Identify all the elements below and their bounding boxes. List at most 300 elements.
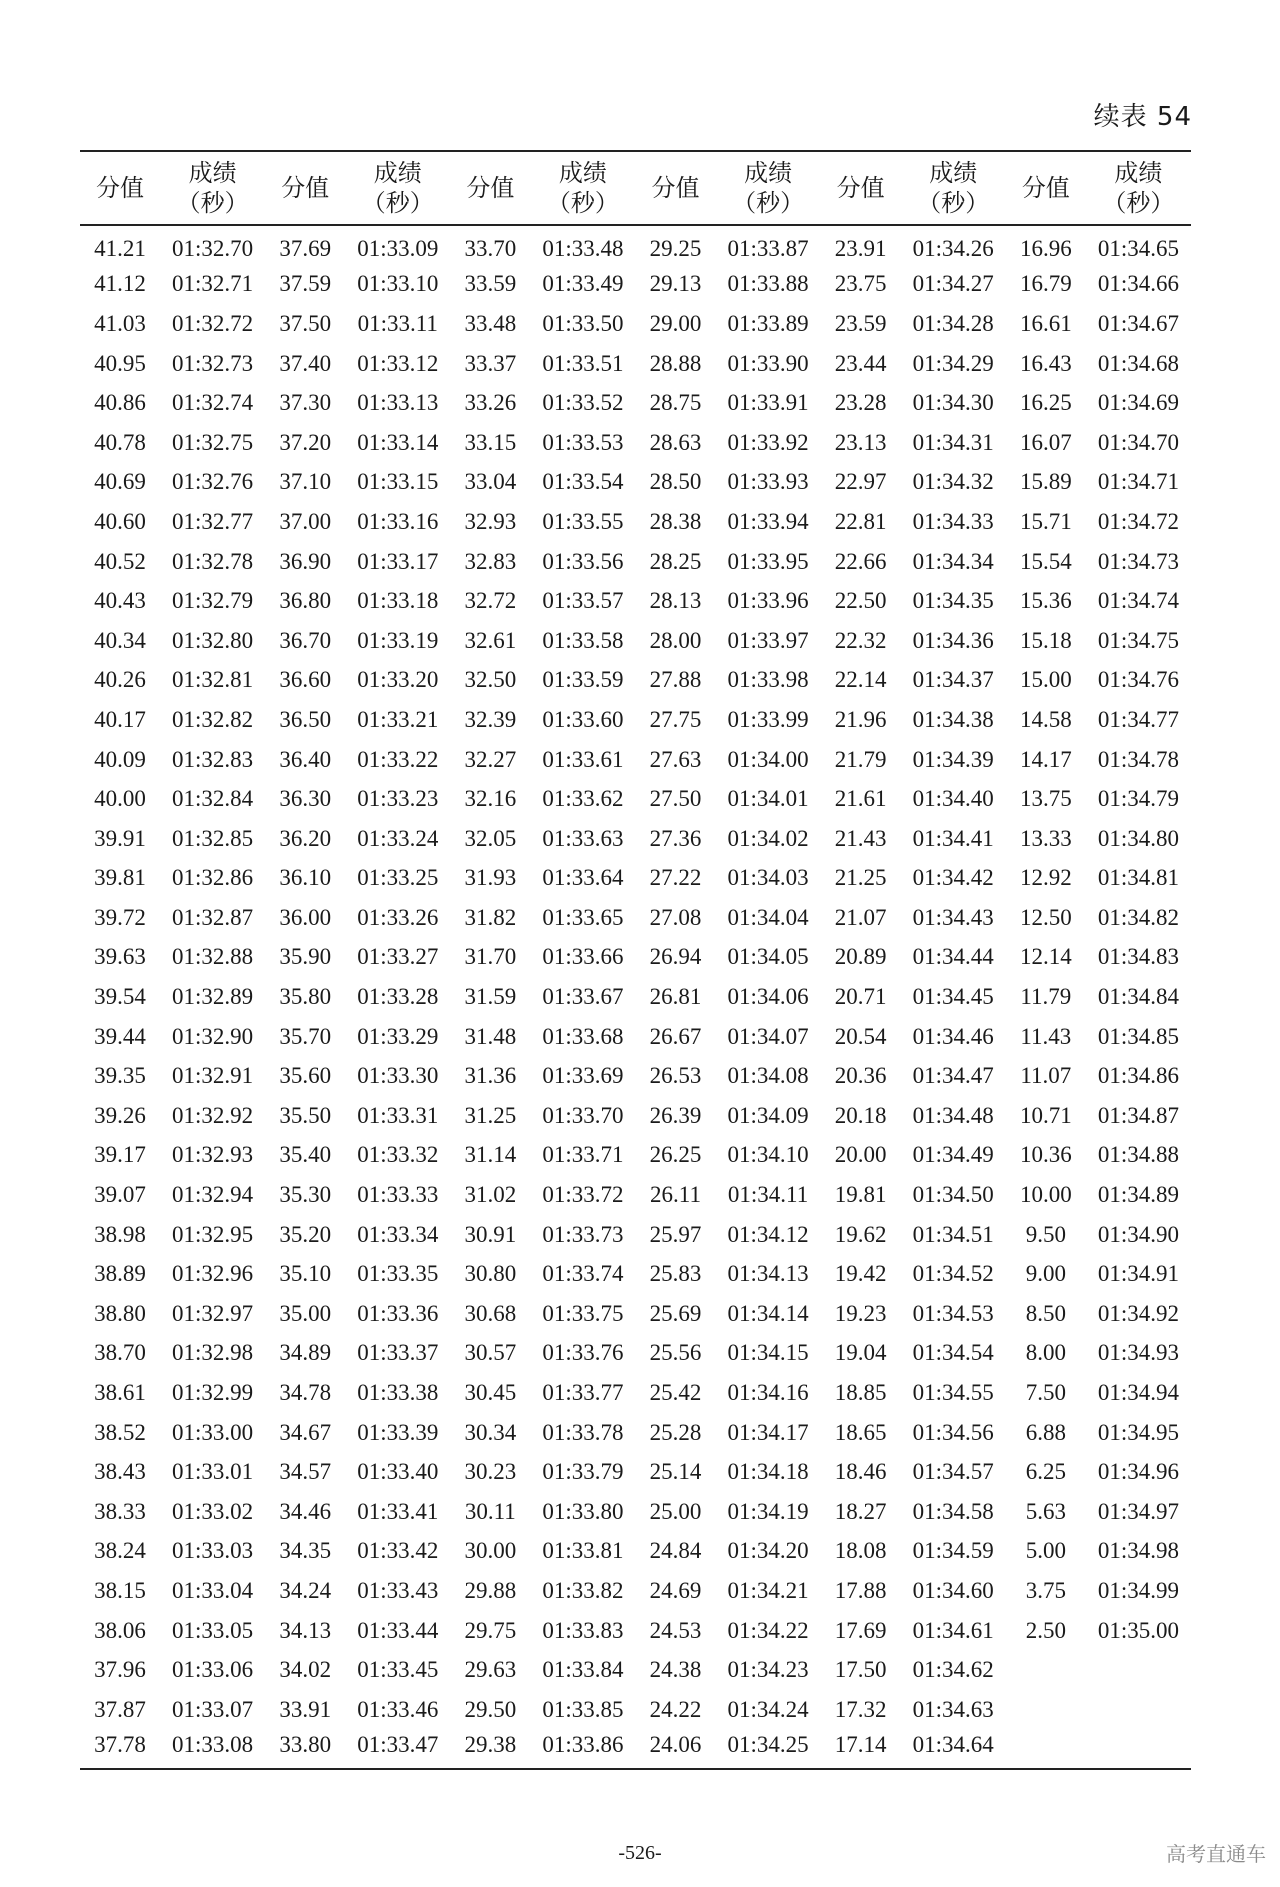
score-cell: 40.09 — [94, 746, 146, 772]
time-cell: 01:33.61 — [542, 746, 624, 772]
time-cell: 01:33.33 — [357, 1182, 439, 1208]
score-cell: 34.02 — [279, 1657, 332, 1683]
score-cell: 24.22 — [649, 1696, 702, 1722]
time-cell: 01:34.60 — [912, 1577, 994, 1603]
score-cell: 38.15 — [94, 1577, 146, 1603]
time-cell: 01:33.60 — [542, 706, 624, 732]
score-cell: 34.24 — [279, 1577, 332, 1603]
score-cell: 40.95 — [94, 350, 146, 376]
score-table — [80, 150, 1191, 1770]
time-cell: 01:34.89 — [1097, 1182, 1179, 1208]
score-cell: 30.91 — [464, 1221, 517, 1247]
header-time — [530, 151, 635, 225]
time-cell: 01:33.25 — [357, 865, 439, 891]
header-time — [1086, 151, 1191, 225]
score-cell: 34.46 — [279, 1498, 332, 1524]
time-cell: 01:32.92 — [172, 1102, 254, 1128]
score-cell: 34.57 — [279, 1459, 332, 1485]
score-cell: 22.14 — [834, 667, 887, 693]
table-row — [80, 304, 1191, 344]
score-cell: 32.27 — [464, 746, 517, 772]
table-row — [80, 542, 1191, 582]
time-cell: 01:33.68 — [542, 1023, 624, 1049]
time-cell: 01:34.57 — [912, 1459, 994, 1485]
table-row — [80, 938, 1191, 978]
time-cell: 01:34.75 — [1097, 627, 1179, 653]
time-cell: 01:34.45 — [912, 984, 994, 1010]
time-cell: 01:33.76 — [542, 1340, 624, 1366]
time-cell: 01:33.82 — [542, 1577, 624, 1603]
time-cell: 01:34.52 — [912, 1261, 994, 1287]
score-cell: 9.00 — [1025, 1261, 1066, 1287]
time-cell: 01:33.89 — [727, 310, 809, 336]
time-cell: 01:33.51 — [542, 350, 624, 376]
score-cell: 25.00 — [649, 1498, 702, 1524]
table-row — [80, 661, 1191, 701]
time-cell: 01:33.13 — [357, 390, 439, 416]
table-row — [80, 1334, 1191, 1374]
time-cell: 01:34.71 — [1097, 469, 1179, 495]
score-cell: 30.34 — [464, 1419, 517, 1445]
time-cell: 01:34.82 — [1097, 904, 1179, 930]
time-cell: 01:34.94 — [1097, 1380, 1179, 1406]
score-cell: 28.38 — [649, 508, 702, 534]
time-cell: 01:32.98 — [172, 1340, 254, 1366]
time-cell: 01:34.98 — [1097, 1538, 1179, 1564]
score-cell: 16.79 — [1019, 271, 1072, 297]
time-cell: 01:32.82 — [172, 706, 254, 732]
time-cell: 01:33.80 — [542, 1498, 624, 1524]
time-cell: 01:34.53 — [912, 1300, 994, 1326]
time-cell: 01:33.36 — [357, 1300, 439, 1326]
score-cell: 28.75 — [649, 390, 702, 416]
table-row — [80, 1215, 1191, 1255]
time-cell: 01:33.27 — [357, 944, 439, 970]
table-row — [80, 1096, 1191, 1136]
time-cell: 01:34.12 — [727, 1221, 809, 1247]
time-cell: 01:32.75 — [172, 429, 254, 455]
score-cell: 35.30 — [279, 1182, 332, 1208]
score-cell: 24.06 — [649, 1731, 702, 1757]
table-row — [80, 423, 1191, 463]
score-cell: 26.94 — [649, 944, 702, 970]
score-cell: 23.91 — [834, 236, 887, 262]
time-cell: 01:33.45 — [357, 1657, 439, 1683]
time-cell: 01:33.55 — [542, 508, 624, 534]
score-cell: 15.18 — [1019, 627, 1072, 653]
score-cell: 35.90 — [279, 944, 332, 970]
time-cell: 01:32.95 — [172, 1221, 254, 1247]
table-row — [80, 463, 1191, 503]
time-cell: 01:34.47 — [912, 1063, 994, 1089]
score-cell: 29.75 — [464, 1617, 517, 1643]
score-cell: 39.72 — [94, 904, 146, 930]
time-cell: 01:33.38 — [357, 1380, 439, 1406]
score-cell: 12.92 — [1019, 865, 1072, 891]
time-cell: 01:34.67 — [1097, 310, 1179, 336]
score-cell: 18.85 — [834, 1380, 887, 1406]
score-cell: 29.63 — [464, 1657, 517, 1683]
score-cell: 37.69 — [279, 236, 332, 262]
score-cell: 13.33 — [1019, 825, 1072, 851]
time-cell: 01:34.83 — [1097, 944, 1179, 970]
time-cell: 01:32.78 — [172, 548, 254, 574]
time-cell: 01:34.27 — [912, 271, 994, 297]
time-cell: 01:33.90 — [727, 350, 809, 376]
score-cell: 13.75 — [1019, 786, 1072, 812]
score-cell: 3.75 — [1025, 1577, 1066, 1603]
time-cell: 01:33.41 — [357, 1498, 439, 1524]
time-cell: 01:34.32 — [912, 469, 994, 495]
score-cell: 16.43 — [1019, 350, 1072, 376]
time-cell: 01:33.40 — [357, 1459, 439, 1485]
score-cell: 8.00 — [1025, 1340, 1066, 1366]
score-cell: 34.78 — [279, 1380, 332, 1406]
score-cell: 29.88 — [464, 1577, 517, 1603]
score-cell: 7.50 — [1025, 1380, 1066, 1406]
score-cell: 18.27 — [834, 1498, 887, 1524]
time-cell: 01:34.88 — [1097, 1142, 1179, 1168]
time-cell: 01:33.16 — [357, 508, 439, 534]
score-cell: 33.04 — [464, 469, 517, 495]
time-cell: 01:32.73 — [172, 350, 254, 376]
score-cell — [1006, 1730, 1086, 1770]
time-cell: 01:32.74 — [172, 390, 254, 416]
time-cell: 01:33.81 — [542, 1538, 624, 1564]
table-row — [80, 819, 1191, 859]
page-title: 续表 54 — [1093, 102, 1192, 132]
header-time-label: 成绩 — [744, 159, 793, 187]
time-cell: 01:34.26 — [912, 236, 994, 262]
time-cell: 01:34.00 — [727, 746, 809, 772]
score-cell: 21.07 — [834, 904, 887, 930]
score-cell: 36.60 — [279, 667, 332, 693]
time-cell: 01:32.77 — [172, 508, 254, 534]
time-cell — [1086, 1730, 1191, 1770]
score-cell: 31.36 — [464, 1063, 517, 1089]
score-cell: 35.20 — [279, 1221, 332, 1247]
time-cell: 01:34.91 — [1097, 1261, 1179, 1287]
time-cell — [1086, 1690, 1191, 1730]
time-cell — [1086, 1650, 1191, 1690]
score-cell: 37.96 — [94, 1657, 146, 1683]
score-cell: 25.69 — [649, 1300, 702, 1326]
score-cell: 28.50 — [649, 469, 702, 495]
score-cell: 21.61 — [834, 786, 887, 812]
time-cell: 01:33.02 — [172, 1498, 254, 1524]
time-cell: 01:34.43 — [912, 904, 994, 930]
score-cell: 5.00 — [1025, 1538, 1066, 1564]
score-cell: 33.26 — [464, 390, 517, 416]
table-row — [80, 265, 1191, 305]
score-cell: 27.50 — [649, 786, 702, 812]
score-cell: 26.53 — [649, 1063, 702, 1089]
time-cell: 01:33.50 — [542, 310, 624, 336]
time-cell: 01:34.30 — [912, 390, 994, 416]
time-cell: 01:34.01 — [727, 786, 809, 812]
score-cell: 36.00 — [279, 904, 332, 930]
score-cell: 32.72 — [464, 588, 517, 614]
time-cell: 01:34.73 — [1097, 548, 1179, 574]
time-cell: 01:33.74 — [542, 1261, 624, 1287]
score-cell: 39.91 — [94, 825, 146, 851]
score-cell: 37.59 — [279, 271, 332, 297]
score-cell: 40.78 — [94, 429, 146, 455]
time-cell: 01:34.36 — [912, 627, 994, 653]
time-cell: 01:34.18 — [727, 1459, 809, 1485]
time-cell: 01:34.97 — [1097, 1498, 1179, 1524]
table-row — [80, 1571, 1191, 1611]
time-cell: 01:33.78 — [542, 1419, 624, 1445]
table-row — [80, 1413, 1191, 1453]
table-row — [80, 1532, 1191, 1572]
time-cell: 01:33.58 — [542, 627, 624, 653]
time-cell: 01:33.05 — [172, 1617, 254, 1643]
score-cell: 26.81 — [649, 984, 702, 1010]
score-cell: 40.26 — [94, 667, 146, 693]
score-cell: 24.84 — [649, 1538, 702, 1564]
time-cell: 01:34.06 — [727, 984, 809, 1010]
time-cell: 01:34.19 — [727, 1498, 809, 1524]
time-cell: 01:33.67 — [542, 984, 624, 1010]
score-cell: 33.15 — [464, 429, 517, 455]
score-cell: 16.96 — [1019, 236, 1072, 262]
time-cell: 01:34.29 — [912, 350, 994, 376]
time-cell: 01:33.06 — [172, 1657, 254, 1683]
score-cell: 23.75 — [834, 271, 887, 297]
score-cell: 24.38 — [649, 1657, 702, 1683]
score-cell: 31.02 — [464, 1182, 517, 1208]
score-cell: 31.14 — [464, 1142, 517, 1168]
table-row — [80, 621, 1191, 661]
score-cell: 20.54 — [834, 1023, 887, 1049]
table-row — [80, 1492, 1191, 1532]
table-row — [80, 1650, 1191, 1690]
time-cell: 01:34.42 — [912, 865, 994, 891]
time-cell: 01:33.56 — [542, 548, 624, 574]
score-cell: 35.10 — [279, 1261, 332, 1287]
score-cell: 33.91 — [279, 1696, 332, 1722]
time-cell: 01:34.66 — [1097, 271, 1179, 297]
time-cell: 01:34.22 — [727, 1617, 809, 1643]
header-time — [901, 151, 1006, 225]
table-row — [80, 502, 1191, 542]
time-cell: 01:33.15 — [357, 469, 439, 495]
time-cell: 01:32.76 — [172, 469, 254, 495]
score-cell: 20.18 — [834, 1102, 887, 1128]
time-cell: 01:33.03 — [172, 1538, 254, 1564]
time-cell: 01:34.37 — [912, 667, 994, 693]
time-cell: 01:34.31 — [912, 429, 994, 455]
score-cell: 23.13 — [834, 429, 887, 455]
time-cell: 01:32.83 — [172, 746, 254, 772]
time-cell: 01:34.78 — [1097, 746, 1179, 772]
table-header-row — [80, 151, 1191, 225]
score-cell: 19.23 — [834, 1300, 887, 1326]
time-cell: 01:33.92 — [727, 429, 809, 455]
score-cell: 6.25 — [1025, 1459, 1066, 1485]
time-cell: 01:33.29 — [357, 1023, 439, 1049]
time-cell: 01:33.70 — [542, 1102, 624, 1128]
score-cell: 38.98 — [94, 1221, 146, 1247]
time-cell: 01:33.59 — [542, 667, 624, 693]
time-cell: 01:33.12 — [357, 350, 439, 376]
time-cell: 01:33.88 — [727, 271, 809, 297]
time-cell: 01:33.37 — [357, 1340, 439, 1366]
score-cell: 40.86 — [94, 390, 146, 416]
time-cell: 01:34.40 — [912, 786, 994, 812]
time-cell: 01:33.64 — [542, 865, 624, 891]
time-cell: 01:34.23 — [727, 1657, 809, 1683]
score-cell: 37.78 — [94, 1731, 146, 1757]
score-cell: 26.11 — [650, 1182, 701, 1208]
time-cell: 01:32.90 — [172, 1023, 254, 1049]
score-cell: 33.59 — [464, 271, 517, 297]
table-row — [80, 1136, 1191, 1176]
time-cell: 01:32.79 — [172, 588, 254, 614]
time-cell: 01:34.21 — [727, 1577, 809, 1603]
score-cell: 39.35 — [94, 1063, 146, 1089]
score-cell: 38.06 — [94, 1617, 146, 1643]
score-cell: 29.38 — [464, 1731, 517, 1757]
score-cell: 30.80 — [464, 1261, 517, 1287]
time-cell: 01:34.86 — [1097, 1063, 1179, 1089]
time-cell: 01:33.21 — [357, 706, 439, 732]
time-cell: 01:33.52 — [542, 390, 624, 416]
time-cell: 01:33.94 — [727, 508, 809, 534]
time-cell: 01:33.95 — [727, 548, 809, 574]
score-cell: 30.57 — [464, 1340, 517, 1366]
time-cell: 01:33.77 — [542, 1380, 624, 1406]
score-cell: 40.60 — [94, 508, 146, 534]
score-cell: 21.25 — [834, 865, 887, 891]
table-row — [80, 1254, 1191, 1294]
time-cell: 01:32.81 — [172, 667, 254, 693]
time-cell: 01:32.97 — [172, 1300, 254, 1326]
time-cell: 01:33.46 — [357, 1696, 439, 1722]
time-cell: 01:33.19 — [357, 627, 439, 653]
table-row — [80, 581, 1191, 621]
time-cell: 01:33.71 — [542, 1142, 624, 1168]
header-time-unit: （秒） — [546, 189, 619, 217]
header-time — [345, 151, 450, 225]
score-cell: 10.36 — [1019, 1142, 1072, 1168]
score-cell: 31.93 — [464, 865, 517, 891]
score-cell: 14.58 — [1019, 706, 1072, 732]
score-cell: 35.40 — [279, 1142, 332, 1168]
time-cell: 01:33.91 — [727, 390, 809, 416]
watermark: 高考直通车 — [1166, 1842, 1266, 1866]
header-time-unit: （秒） — [732, 189, 805, 217]
score-cell: 31.59 — [464, 984, 517, 1010]
time-cell: 01:33.09 — [357, 236, 439, 262]
time-cell: 01:34.04 — [727, 904, 809, 930]
time-cell: 01:34.79 — [1097, 786, 1179, 812]
score-cell: 11.07 — [1020, 1063, 1072, 1089]
score-table-container — [80, 150, 1191, 1770]
time-cell: 01:32.80 — [172, 627, 254, 653]
score-cell: 5.63 — [1025, 1498, 1066, 1524]
header-time-label: 成绩 — [929, 159, 978, 187]
score-cell: 23.44 — [834, 350, 887, 376]
score-cell: 27.88 — [649, 667, 702, 693]
time-cell: 01:33.30 — [357, 1063, 439, 1089]
time-cell: 01:33.72 — [542, 1182, 624, 1208]
time-cell: 01:34.34 — [912, 548, 994, 574]
time-cell: 01:33.57 — [542, 588, 624, 614]
score-cell: 28.00 — [649, 627, 702, 653]
score-cell: 19.81 — [834, 1182, 887, 1208]
time-cell: 01:34.74 — [1097, 588, 1179, 614]
score-cell: 33.37 — [464, 350, 517, 376]
time-cell: 01:34.77 — [1097, 706, 1179, 732]
score-cell: 18.08 — [834, 1538, 887, 1564]
score-cell: 15.71 — [1019, 508, 1072, 534]
time-cell: 01:34.56 — [912, 1419, 994, 1445]
time-cell: 01:33.22 — [357, 746, 439, 772]
score-cell: 33.80 — [279, 1731, 332, 1757]
score-cell: 35.50 — [279, 1102, 332, 1128]
page-number: -526- — [618, 1842, 662, 1864]
header-score: 分值 — [836, 174, 885, 202]
score-cell: 38.43 — [94, 1459, 146, 1485]
time-cell: 01:33.44 — [357, 1617, 439, 1643]
time-cell: 01:34.35 — [912, 588, 994, 614]
time-cell: 01:32.99 — [172, 1380, 254, 1406]
score-cell: 12.14 — [1019, 944, 1072, 970]
time-cell: 01:34.68 — [1097, 350, 1179, 376]
score-cell: 28.13 — [649, 588, 702, 614]
table-body — [80, 225, 1191, 1769]
score-cell: 15.89 — [1019, 469, 1072, 495]
score-cell: 35.80 — [279, 984, 332, 1010]
time-cell: 01:33.69 — [542, 1063, 624, 1089]
time-cell: 01:33.18 — [357, 588, 439, 614]
time-cell: 01:33.26 — [357, 904, 439, 930]
score-cell: 10.71 — [1019, 1102, 1072, 1128]
time-cell: 01:34.17 — [727, 1419, 809, 1445]
time-cell: 01:34.65 — [1097, 236, 1179, 262]
score-cell: 24.69 — [649, 1577, 702, 1603]
score-cell: 31.25 — [464, 1102, 517, 1128]
time-cell: 01:34.33 — [912, 508, 994, 534]
score-cell: 22.81 — [834, 508, 887, 534]
score-cell: 30.45 — [464, 1380, 517, 1406]
score-cell: 35.60 — [279, 1063, 332, 1089]
time-cell: 01:34.46 — [912, 1023, 994, 1049]
score-cell: 25.42 — [649, 1380, 702, 1406]
time-cell: 01:33.62 — [542, 786, 624, 812]
time-cell: 01:33.85 — [542, 1696, 624, 1722]
score-cell: 31.48 — [464, 1023, 517, 1049]
score-cell — [1006, 1650, 1086, 1690]
score-cell: 36.50 — [279, 706, 332, 732]
table-row — [80, 859, 1191, 899]
score-cell: 35.00 — [279, 1300, 332, 1326]
score-cell: 31.82 — [464, 904, 517, 930]
time-cell: 01:33.31 — [357, 1102, 439, 1128]
score-cell: 6.88 — [1025, 1419, 1066, 1445]
time-cell: 01:34.63 — [912, 1696, 994, 1722]
score-cell: 17.50 — [834, 1657, 887, 1683]
table-row — [80, 740, 1191, 780]
time-cell: 01:34.09 — [727, 1102, 809, 1128]
time-cell: 01:32.91 — [172, 1063, 254, 1089]
time-cell: 01:34.51 — [912, 1221, 994, 1247]
score-cell: 25.28 — [649, 1419, 702, 1445]
score-cell: 16.07 — [1019, 429, 1072, 455]
time-cell: 01:34.90 — [1097, 1221, 1179, 1247]
